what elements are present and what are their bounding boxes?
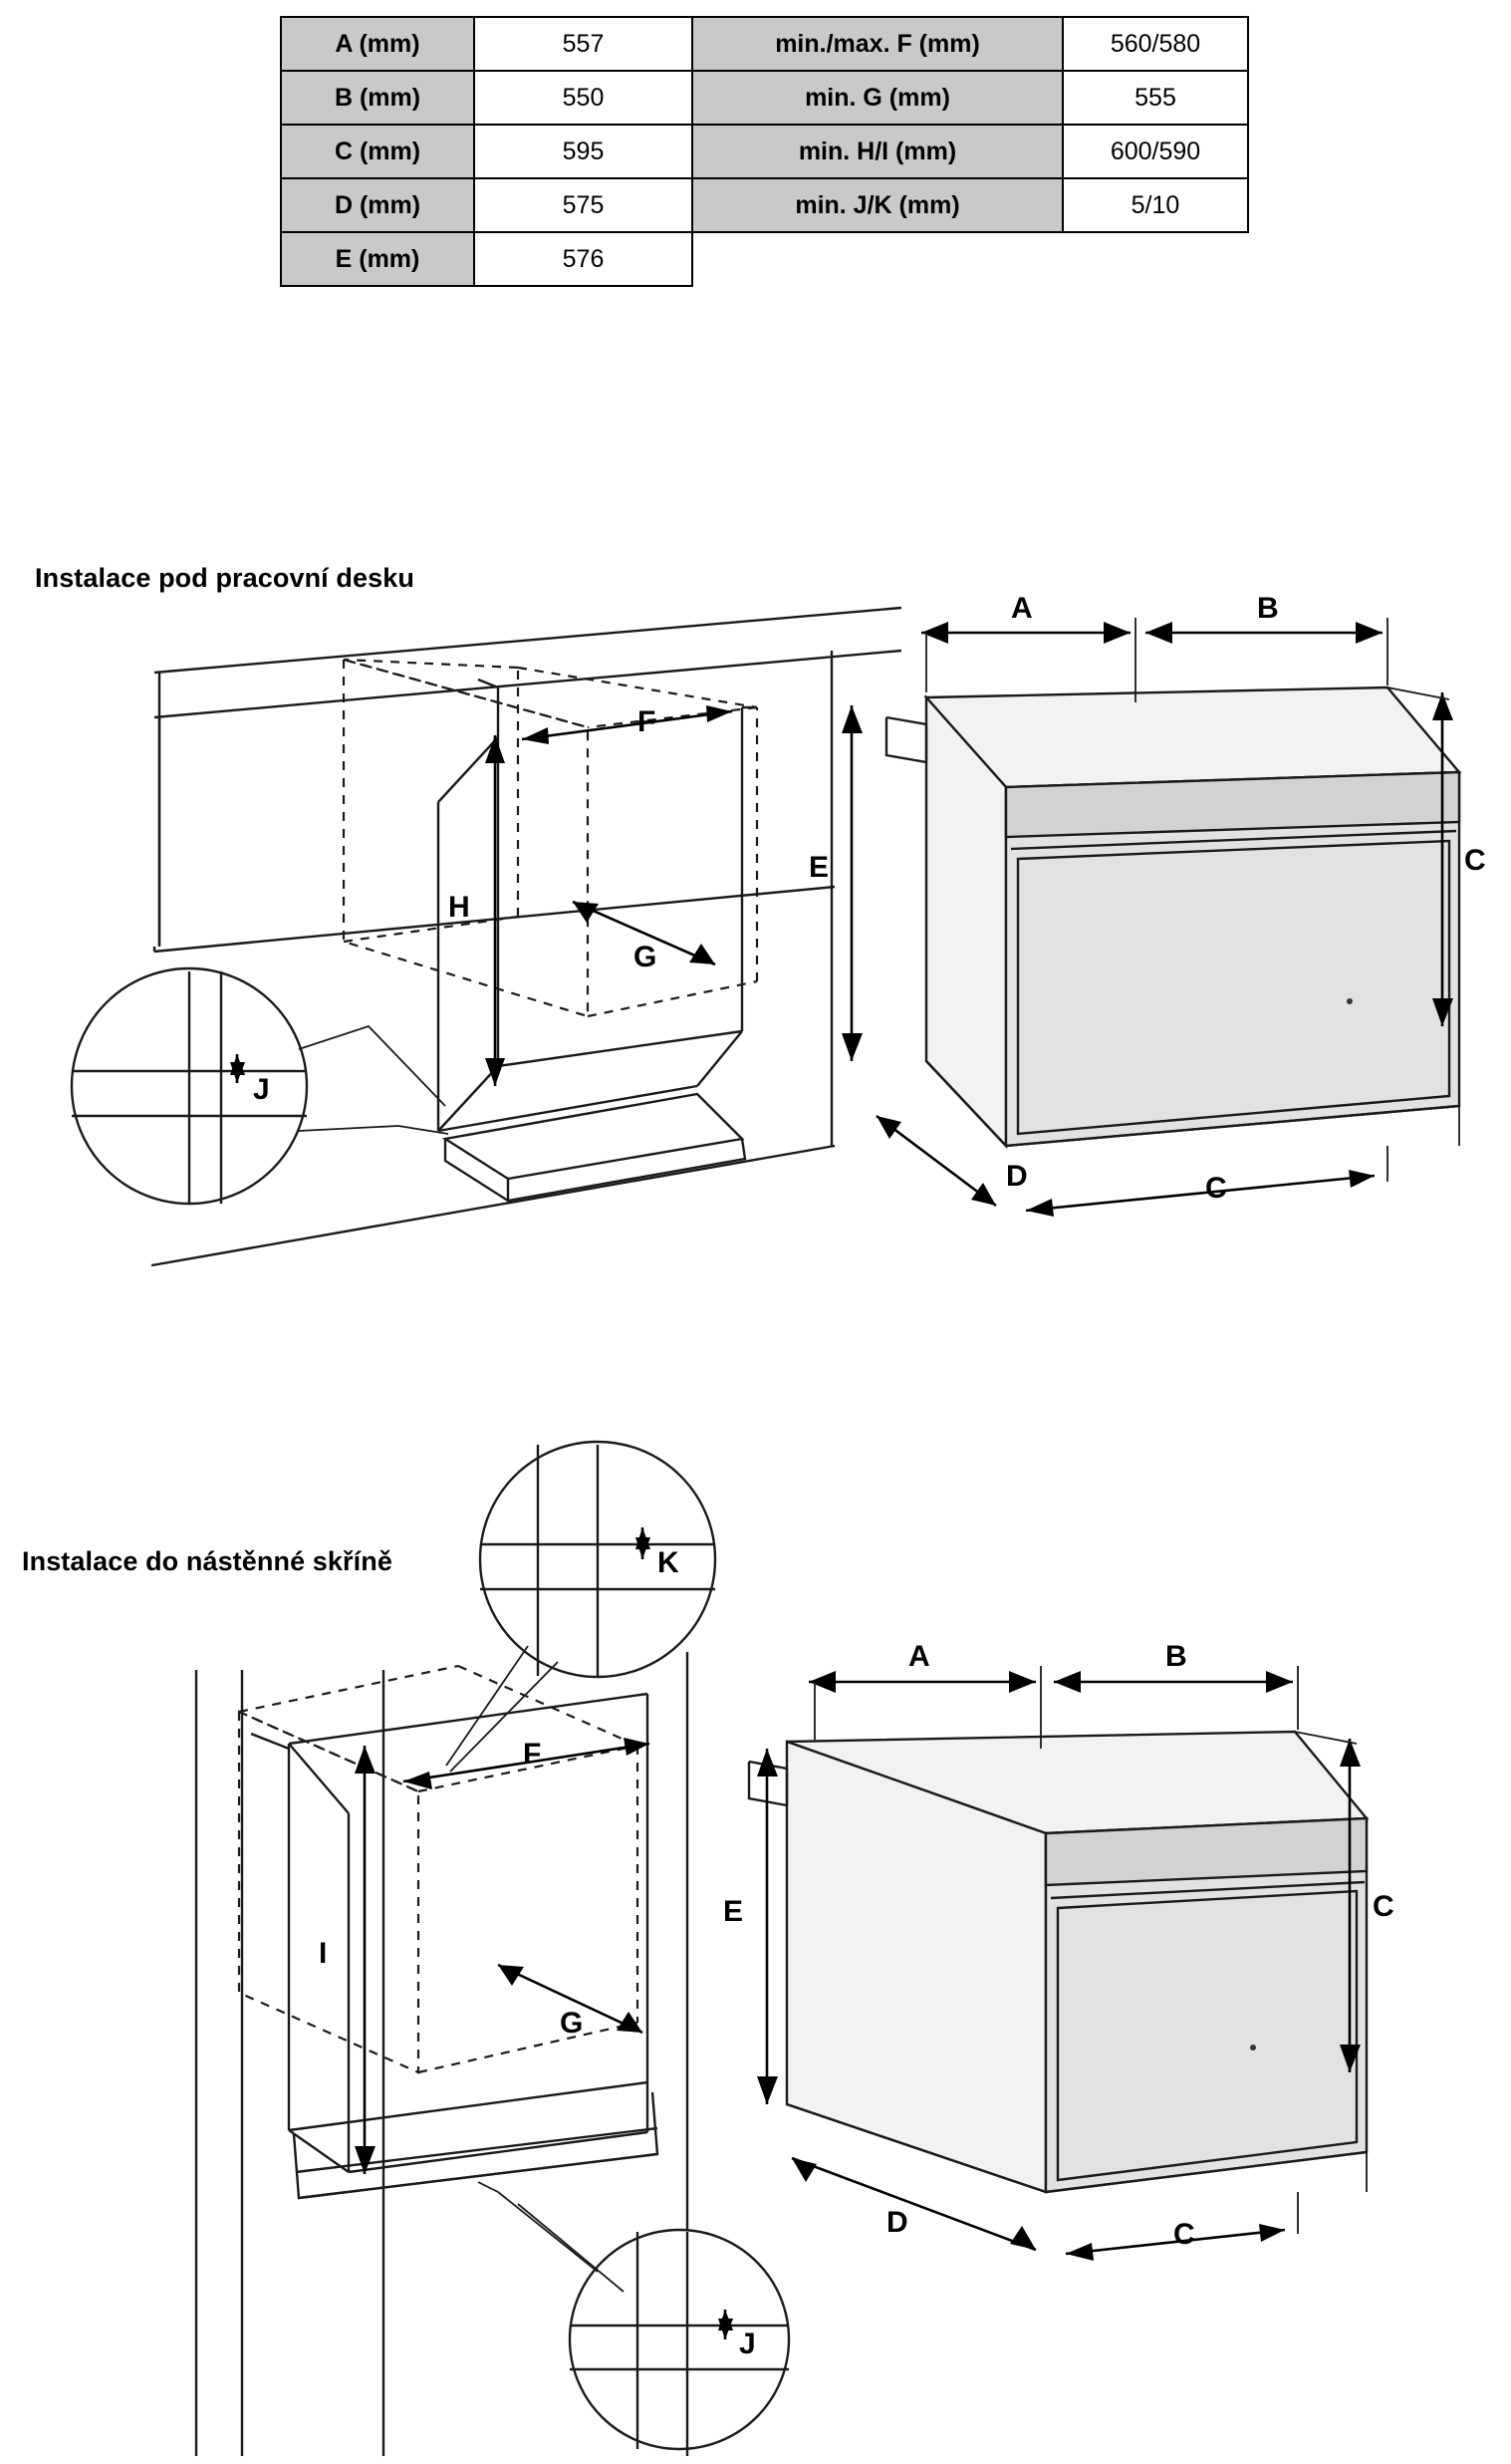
cell-value-b: 550	[474, 71, 692, 125]
cell-value-a: 557	[474, 17, 692, 71]
table-row	[281, 232, 1248, 286]
dimensions-table	[280, 16, 1249, 287]
dim-label-b: B	[1257, 592, 1279, 625]
cell-value-c: 595	[474, 125, 692, 178]
cell-value-e: 576	[474, 232, 692, 286]
dim-label-g: G	[633, 941, 657, 973]
cell-label-g: min. G (mm)	[692, 71, 1063, 125]
dim-label-k: K	[657, 1546, 679, 1579]
dim-label-f2: F	[523, 1738, 542, 1771]
table-row	[281, 125, 1248, 178]
dim-label-e2: E	[723, 1895, 744, 1928]
dim-label-f: F	[637, 705, 656, 738]
dim-label-d: D	[1006, 1160, 1028, 1193]
cell-label-hi: min. H/I (mm)	[692, 125, 1063, 178]
dim-label-a2: A	[908, 1640, 930, 1673]
cell-label-f: min./max. F (mm)	[692, 17, 1063, 71]
dim-label-g2: G	[560, 2007, 584, 2040]
dim-label-a: A	[1011, 592, 1033, 625]
dim-label-c2-bottom: C	[1173, 2218, 1195, 2251]
cell-value-f: 560/580	[1063, 17, 1248, 71]
cell-label-c: C (mm)	[281, 125, 474, 178]
dim-label-c-bottom: C	[1205, 1172, 1227, 1205]
dim-label-b2: B	[1165, 1640, 1187, 1673]
cell-value-hi: 600/590	[1063, 125, 1248, 178]
cell-empty-1	[692, 232, 1063, 286]
cell-label-a: A (mm)	[281, 17, 474, 71]
table-row	[281, 17, 1248, 71]
dim-label-j: J	[253, 1073, 270, 1106]
cell-label-e: E (mm)	[281, 232, 474, 286]
dim-label-h: H	[448, 891, 470, 924]
section-title-undercounter: Instalace pod pracovní desku	[35, 563, 414, 593]
cell-label-b: B (mm)	[281, 71, 474, 125]
cell-label-jk: min. J/K (mm)	[692, 178, 1063, 232]
diagram-undercounter-installation	[0, 588, 1511, 1285]
table-row	[281, 178, 1248, 232]
cell-label-d: D (mm)	[281, 178, 474, 232]
dim-label-e: E	[809, 851, 830, 884]
dim-label-d2: D	[886, 2206, 908, 2239]
dim-label-c2-right: C	[1373, 1890, 1394, 1923]
section-title-wallcabinet: Instalace do nástěnné skříně	[22, 1546, 392, 1576]
cell-value-jk: 5/10	[1063, 178, 1248, 232]
dim-label-c-right: C	[1464, 844, 1486, 877]
dim-label-j2: J	[739, 2327, 756, 2360]
cell-empty-2	[1063, 232, 1248, 286]
cell-value-g: 555	[1063, 71, 1248, 125]
table-row	[281, 71, 1248, 125]
diagram-wallcabinet-installation	[0, 1395, 1511, 2464]
dim-label-i: I	[319, 1937, 328, 1970]
cell-value-d: 575	[474, 178, 692, 232]
